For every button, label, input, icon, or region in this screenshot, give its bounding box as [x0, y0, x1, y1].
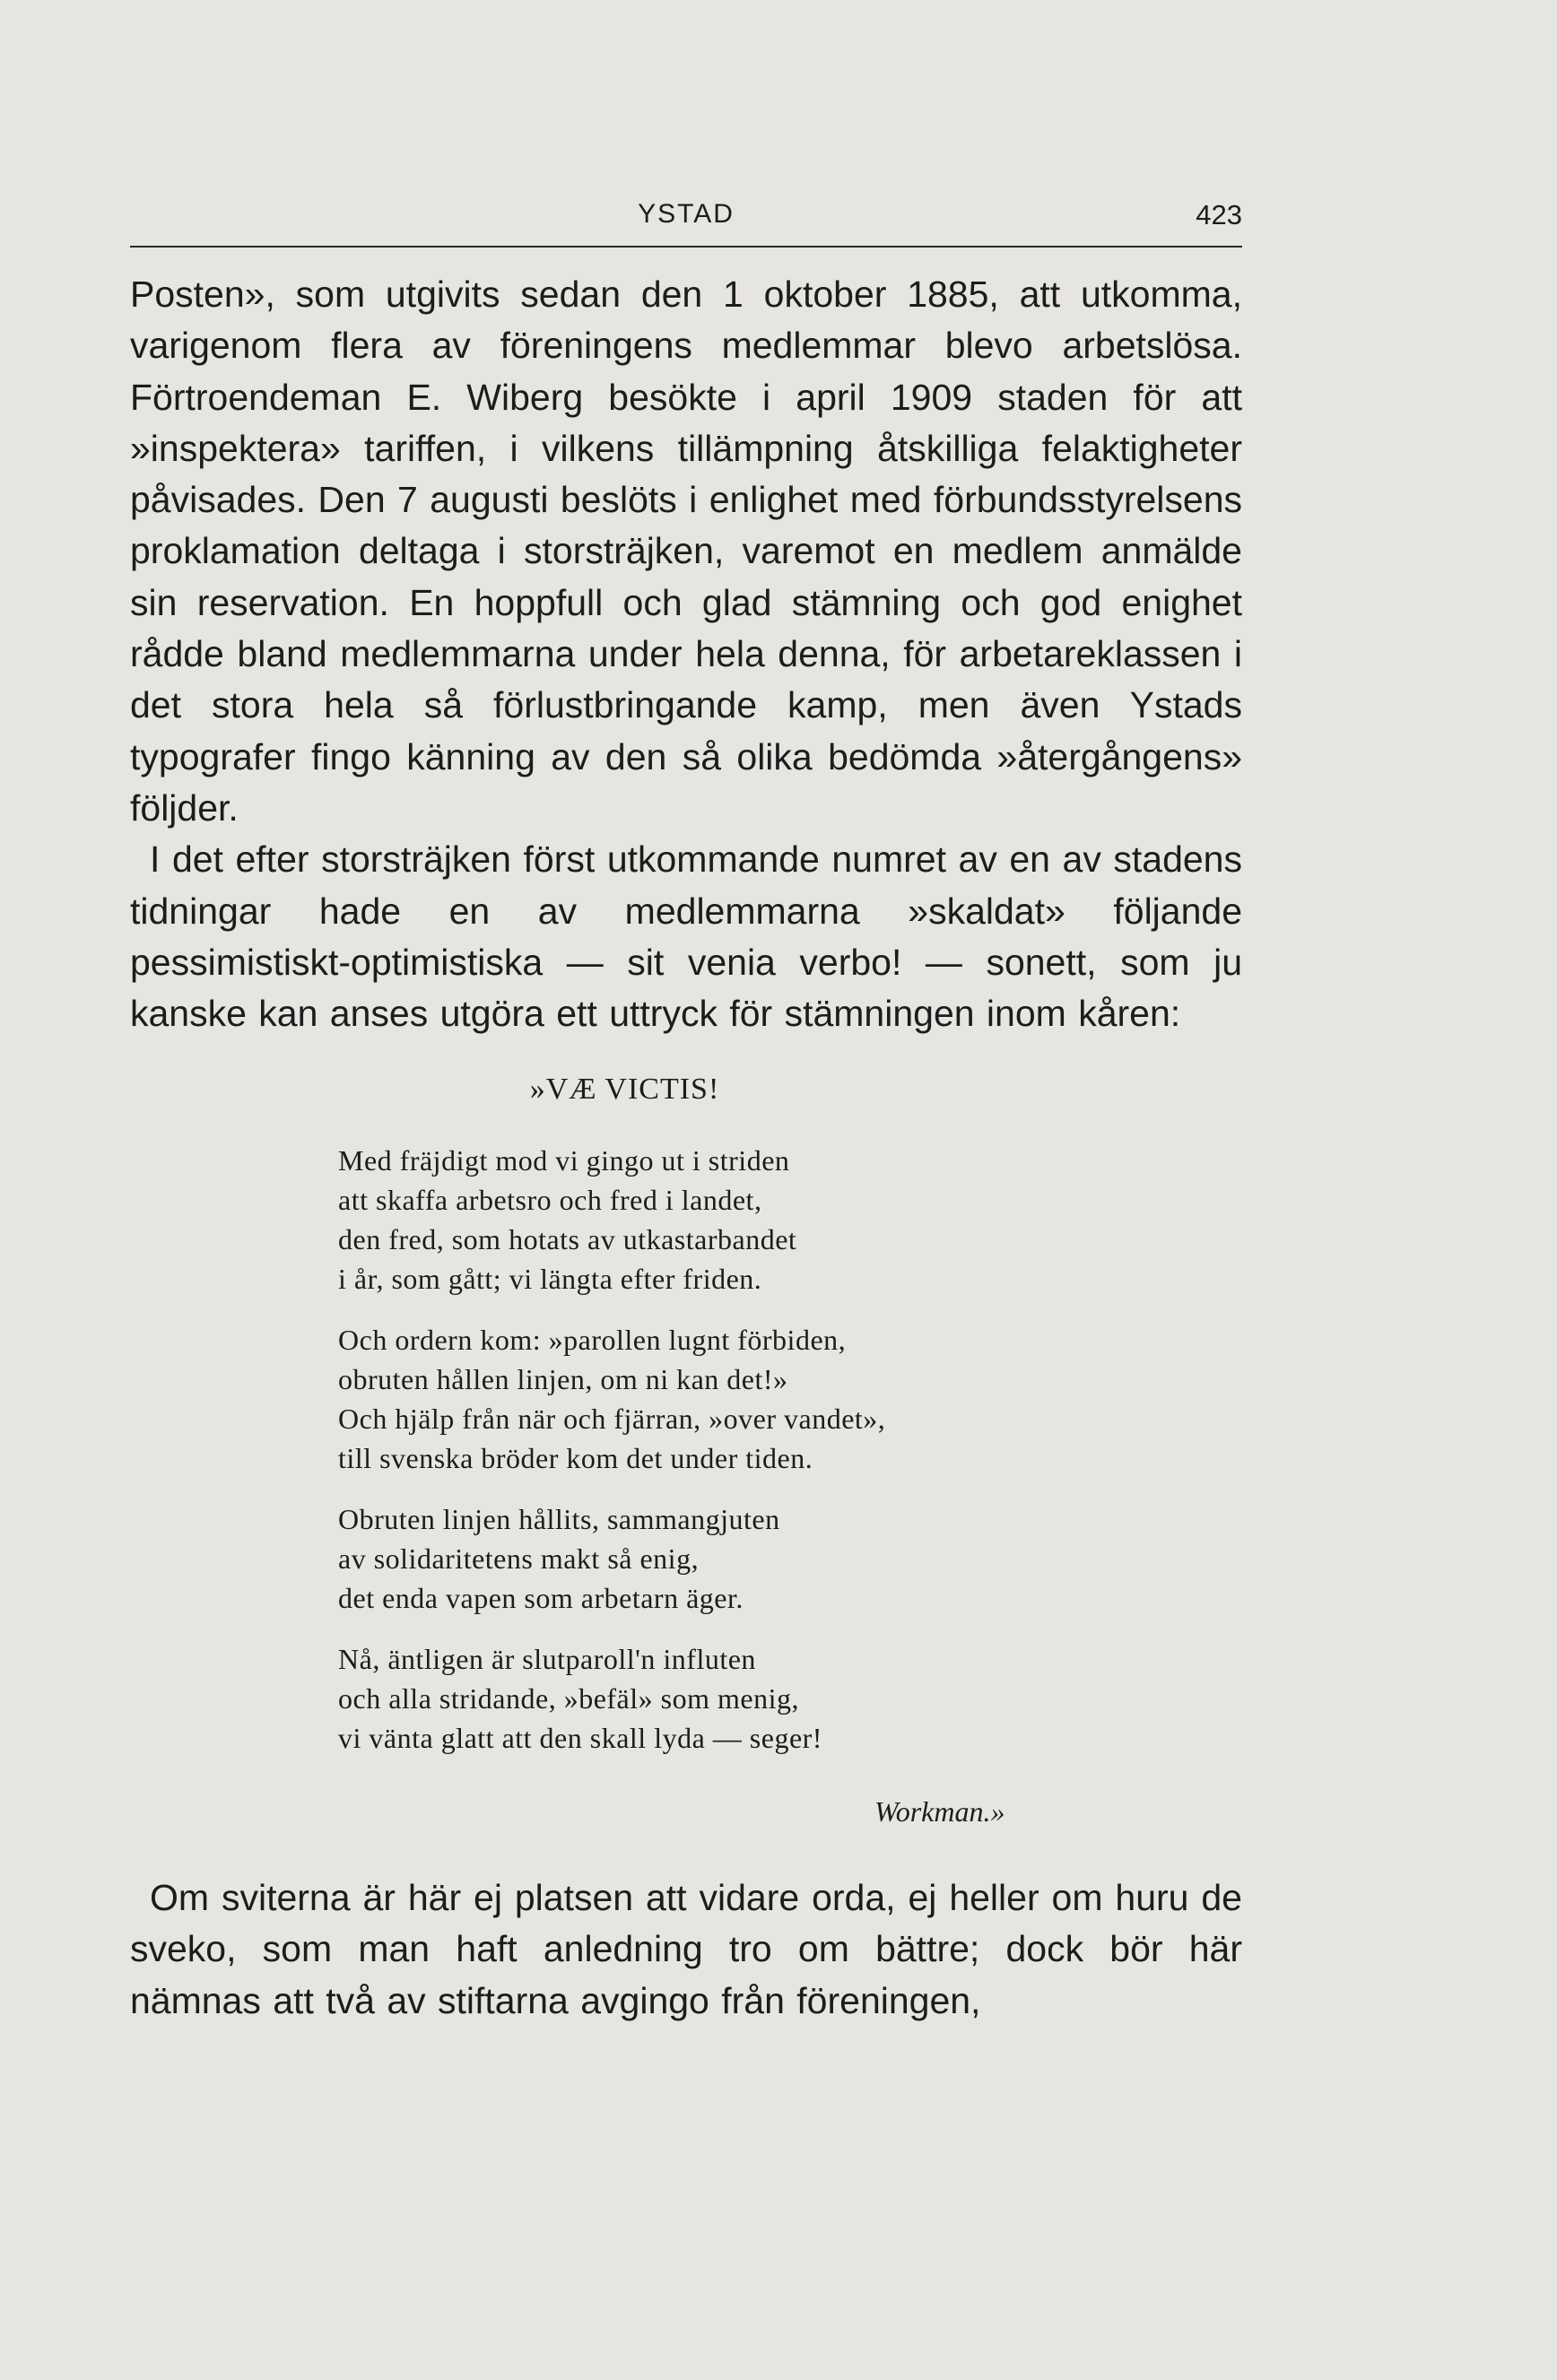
poem-line: Och hjälp från när och fjärran, »over vandet», [338, 1403, 886, 1435]
poem-line: det enda vapen som arbetarn äger. [338, 1582, 744, 1614]
poem-line: obruten hållen linjen, om ni kan det!» [338, 1363, 788, 1395]
page-number: 423 [1196, 199, 1242, 230]
running-head: YSTAD [638, 199, 735, 229]
poem-line: Och ordern kom: »parollen lugnt förbiden, [338, 1324, 847, 1356]
poem-line: att skaffa arbetsro och fred i landet, [338, 1184, 762, 1216]
poem-line: vi vänta glatt att den skall lyda — seger! [338, 1722, 822, 1754]
poem-line: Nå, äntligen är slutparoll'n influten [338, 1643, 756, 1675]
poem-line: Med fräjdigt mod vi gingo ut i striden [338, 1144, 790, 1177]
paragraph: Om sviterna är här ej platsen att vidare orda, ej heller om huru de sveko, som man haft anledning tro om bättre; dock bör här nämnas att två av stiftarna avgingo från föreningen, [130, 1877, 1242, 2021]
poem-line: den fred, som hotats av utkastarbandet [338, 1223, 797, 1255]
poem-line: och alla stridande, »befäl» som menig, [338, 1682, 799, 1715]
poem-stanza [338, 1639, 885, 1758]
paragraph: I det efter storsträjken först utkommande numret av en av stadens tidningar hade en av medlemmarna »skaldat» följande pessimistiskt-optimistiska — sit venia verbo! — sonett, som ju kanske kan anses utgöra ett uttryck för stämningen inom kåren: [130, 838, 1242, 1035]
paragraph: Posten», som utgivits sedan den 1 oktober 1885, att utkomma, varigenom flera av föreningens medlemmar blevo arbetslösa. Förtroendeman E. Wiberg besökte i april 1909 staden för att »inspektera» tariffen, i vilkens tillämpning åtskilliga felaktigheter påvisades. Den 7 augusti beslöts i enlighet med förbundsstyrelsens proklamation deltaga i storsträjken, varemot en medlem anmälde sin reservation. En hoppfull och glad stämning och god enighet rådde bland medlemmarna under hela denna, för arbetareklassen i det stora hela så förlustbringande kamp, men även Ystads typografer fingo känning av den så olika bedömda »återgångens» följder. [130, 274, 1242, 829]
poem-line: Obruten linjen hållits, sammangjuten [338, 1503, 780, 1535]
poem-line: i år, som gått; vi längta efter friden. [338, 1263, 762, 1295]
poem-stanza [338, 1499, 885, 1618]
page-header [130, 199, 1242, 248]
poem-line: av solidaritetens makt så enig, [338, 1542, 700, 1575]
body-text [130, 269, 1242, 1039]
poem-stanza [338, 1320, 885, 1478]
poem-line: till svenska bröder kom det under tiden. [338, 1442, 813, 1474]
closing-text [130, 1872, 1242, 2027]
poem [338, 1141, 885, 1779]
poem-title: »VÆ VICTIS! [529, 1073, 720, 1106]
poem-stanza [338, 1141, 885, 1299]
poem-signature: Workman.» [874, 1795, 1005, 1828]
